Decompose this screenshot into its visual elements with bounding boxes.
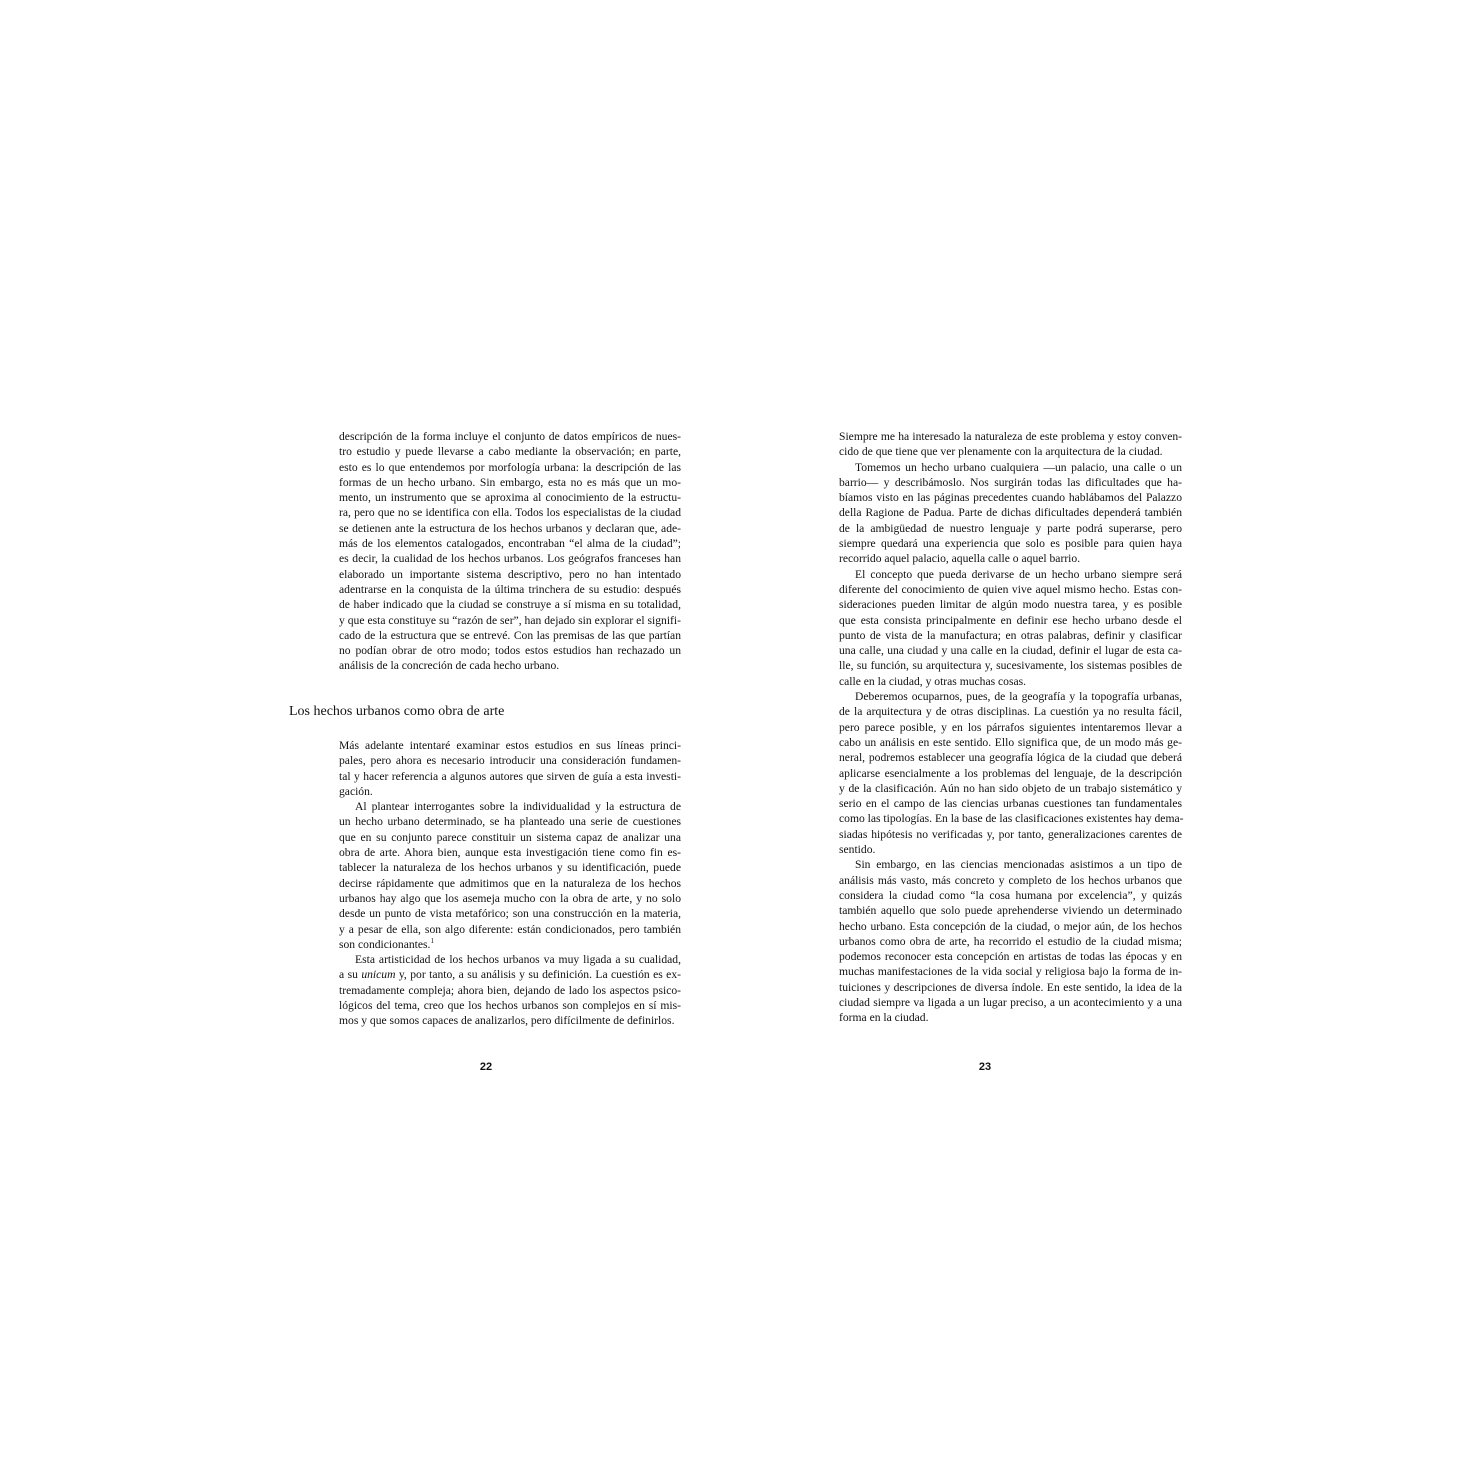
text-line: es decir, la cualidad de los hechos urbanos. Los geógrafos franceses han [339, 552, 681, 566]
text-line: Esta artisticidad de los hechos urbanos va muy ligada a su cualidad, [355, 953, 681, 967]
text-line: serio en el campo de las ciencias urbanas cuestiones tan fundamentales [839, 797, 1182, 811]
text-line: adentrarse en la conquista de la última trinchera de su estudio: después [339, 582, 681, 596]
text-line: El concepto que pueda derivarse de un hecho urbano siempre será [855, 567, 1182, 581]
text-line: de la arquitectura y de otras disciplinas. La cuestión ya no resulta fácil, [839, 705, 1182, 719]
text-line: tremadamente compleja; ahora bien, dejando de lado los aspectos psico- [339, 983, 681, 997]
text-line: gación. [339, 784, 373, 798]
text-line: ciudad siempre va ligada a un lugar preciso, a un acontecimiento y a una [839, 995, 1182, 1009]
text-line: hecho urbano. Esta concepción de la ciudad, o mejor aún, de los hechos [839, 919, 1182, 933]
text-line: ra, pero que no se identifica con ella. Todos los especialistas de la ciudad [339, 506, 681, 520]
text-line: cabo un análisis en este sentido. Ello significa que, de un modo más ge- [839, 735, 1182, 749]
text-line: análisis de la concreción de cada hecho urbano. [339, 659, 560, 673]
text-line: podemos reconocer esta concepción en artistas de todas las épocas y en [839, 950, 1182, 964]
left-bottom-paragraphs [339, 738, 681, 1029]
text-line: urbanos hay algo que los asemeja mucho con la obra de arte, y no solo [339, 891, 681, 905]
text-line: bíamos visto en las páginas precedentes cuando hablábamos del Palazzo [839, 491, 1182, 505]
text-line: a su unicum y, por tanto, a su análisis y su definición. La cuestión es ex- [339, 968, 681, 982]
text-line: que esta consista principalmente en definir ese hecho urbano desde el [839, 613, 1182, 627]
right-page [736, 0, 1472, 1472]
text-line: neral, podremos establecer una geografía lógica de la ciudad que deberá [839, 751, 1182, 765]
text-line: también aquello que solo puede aprehenderse viviendo un determinado [839, 904, 1182, 918]
text-line: desde un punto de vista metafórico; son una construcción en la materia, [339, 907, 681, 921]
footnote-marker[interactable]: 1 [430, 937, 434, 945]
text-line: mos y que somos capaces de analizarlos, pero difícilmente de definirlos. [339, 1014, 675, 1028]
text-line: de la ambigüedad de nuestro lenguaje y parte podrá superarse, pero [839, 521, 1182, 535]
text-line: pero parece posible, y en los párrafos siguientes intentaremos llevar a [839, 720, 1182, 734]
text-line: más de los elementos catalogados, encontraban “el alma de la ciudad”; [339, 537, 681, 551]
text-line: Siempre me ha interesado la naturaleza de este problema y estoy conven- [839, 430, 1182, 443]
right-text-column [839, 429, 1182, 1026]
text-line: calle en la ciudad, y otras muchas cosas. [839, 674, 1027, 688]
italic-term: unicum [361, 968, 396, 982]
text-line: urbanos como obra de arte, ha recorrido el estudio de la ciudad misma; [839, 934, 1182, 948]
text-line: Al plantear interrogantes sobre la individualidad y la estructura de [355, 800, 681, 814]
text-line: que en su conjunto parece constituir un sistema capaz de analizar una [339, 830, 681, 844]
text-line: pales, pero ahora es necesario introducir una consideración fundamen- [339, 754, 681, 768]
text-line: muchas manifestaciones de la vida social y religiosa bajo la forma de in- [839, 965, 1182, 979]
text-line: y de la clasificación. Aún no han sido objeto de un trabajo sistemático y [839, 781, 1182, 795]
text-line: Deberemos ocuparnos, pues, de la geografía y la topografía urbanas, [855, 690, 1182, 704]
text-line: descripción de la forma incluye el conjunto de datos empíricos de nues- [339, 430, 681, 443]
text-line: tablecer la naturaleza de los hechos urbanos y su identificación, puede [339, 861, 681, 875]
text-line: tro estudio y puede llevarse a cabo mediante la observación; en parte, [339, 445, 681, 459]
text-line: esto es lo que entendemos por morfología urbana: la descripción de las [339, 460, 681, 474]
text-line: de haber indicado que la ciudad se construye a sí misma en su totalidad, [339, 598, 681, 612]
text-line: y a pesar de ella, son algo diferente: están condicionados, pero también [339, 922, 681, 936]
text-line: obra de arte. Ahora bien, aunque esta investigación tiene como fin es- [339, 846, 681, 860]
text-line: sideraciones pueden limitar de algún modo nuestra tarea, y es posible [839, 598, 1182, 612]
text-line: diferente del conocimiento de quien vive aquel mismo hecho. Estas con- [839, 582, 1182, 596]
text-line: formas de un hecho urbano. Sin embargo, esta no es más que un mo- [339, 475, 681, 489]
text-line: Tomemos un hecho urbano cualquiera —un palacio, una calle o un [855, 460, 1182, 474]
text-line: no podían obrar de otro modo; todos estos estudios han rechazado un [339, 644, 681, 658]
text-line: della Ragione de Padua. Parte de dichas dificultades dependerá también [839, 506, 1182, 520]
text-line: Más adelante intentaré examinar estos estudios en sus líneas princi- [339, 739, 681, 752]
text-line: un hecho urbano determinado, se ha planteado una serie de cuestiones [339, 815, 681, 829]
text-line: lógicos del tema, creo que los hechos urbanos son complejos en sí mis- [339, 999, 681, 1013]
text-line: y que esta constituye su “razón de ser”, han dejado sin explorar el signifi- [339, 613, 681, 627]
text-line: son condicionantes.$^1$ [339, 937, 434, 951]
page-number: 23 [978, 1061, 992, 1073]
text-line: aplicarse esencialmente a los problemas del lenguaje, de la descripción [839, 766, 1182, 780]
left-top-paragraph [339, 429, 681, 674]
text-line: siempre quedará una experiencia que solo es posible para quien haya [839, 537, 1182, 551]
text-line: análisis más vasto, más concreto y completo de los hechos urbanos que [839, 873, 1182, 887]
text-line: siadas hipótesis no verificadas y, por tanto, generalizaciones carentes de [839, 827, 1182, 841]
page-number: 22 [479, 1061, 493, 1073]
text-line: barrio— y describámoslo. Nos surgirán todas las dificultades que ha- [839, 475, 1182, 489]
text-line: forma en la ciudad. [839, 1011, 929, 1025]
text-line: se detienen ante la estructura de los hechos urbanos y declaran que, ade- [339, 521, 681, 535]
text-line: Sin embargo, en las ciencias mencionadas asistimos a un tipo de [855, 858, 1182, 872]
text-line: decirse rápidamente que admitimos que en la naturaleza de los hechos [339, 876, 681, 890]
text-line: sentido. [839, 843, 876, 857]
text-line: tal y hacer referencia a algunos autores que sirven de guía a esta investi- [339, 769, 681, 783]
text-line: tuiciones y descripciones de diversa índole. En este sentido, la idea de la [839, 980, 1182, 994]
text-line: mento, un instrumento que se aproxima al conocimiento de la estructu- [339, 491, 681, 505]
text-line: cido de que tiene que ver plenamente con la arquitectura de la ciudad. [839, 445, 1163, 459]
text-line: cado de la estructura que se entrevé. Con las premisas de las que partían [339, 628, 681, 642]
text-line: elaborado un importante sistema descriptivo, pero no han intentado [339, 567, 681, 581]
text-line: una calle, una ciudad y una calle en la ciudad, definir el lugar de esta ca- [839, 644, 1182, 658]
text-line: como las tipologías. En la base de las clasificaciones existentes hay dema- [839, 812, 1184, 826]
section-heading: Los hechos urbanos como obra de arte [289, 704, 505, 719]
text-line: recorrido aquel palacio, aquella calle o aquel barrio. [839, 552, 1081, 566]
text-line: considera la ciudad como “la cosa humana por excelencia”, y quizás [839, 888, 1182, 902]
text-line: lle, su función, su arquitectura y, sucesivamente, los sistemas posibles de [839, 659, 1182, 673]
text-line: punto de vista de la manufactura; en otras palabras, definir y clasificar [839, 628, 1182, 642]
